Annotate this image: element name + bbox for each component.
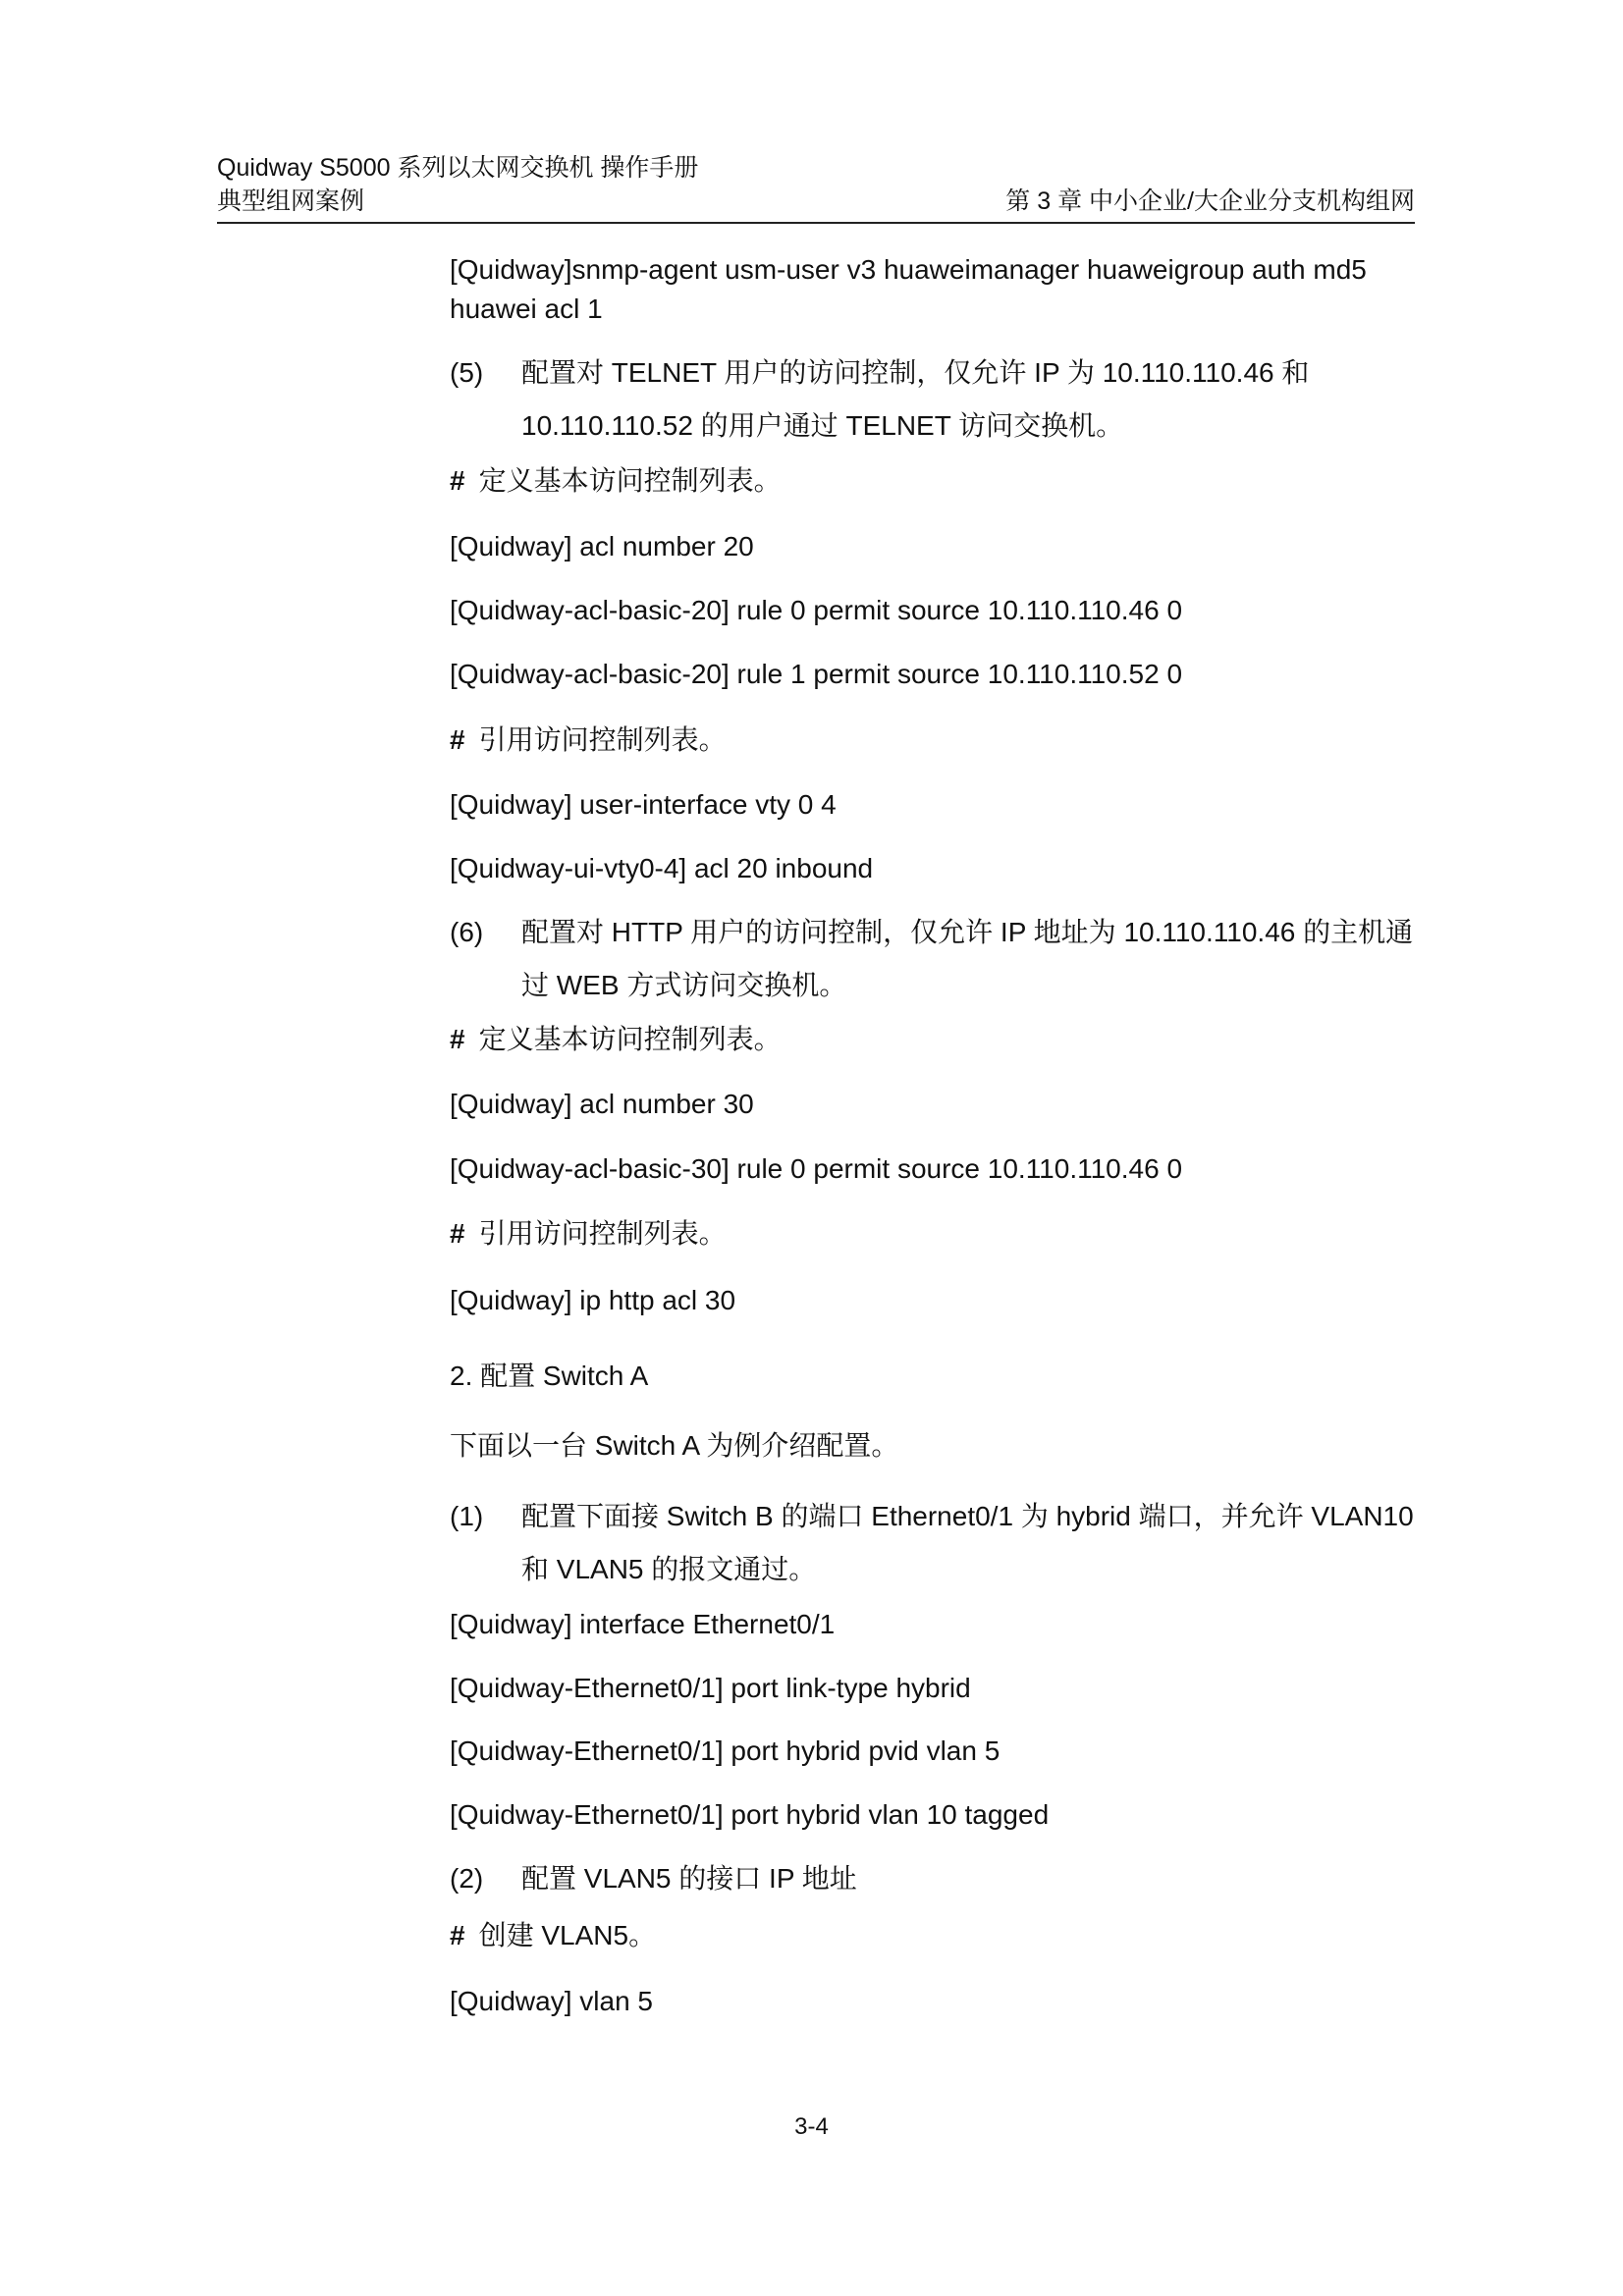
step-text: 配置 VLAN5 的接口 IP 地址 xyxy=(521,1863,857,1894)
comment-line xyxy=(450,721,1416,760)
comment-hash: # xyxy=(450,1218,465,1249)
step-6 xyxy=(450,913,1416,1012)
comment-line xyxy=(450,1020,1416,1059)
command-line: [Quidway-acl-basic-30] rule 0 permit source 10.110.110.46 0 xyxy=(450,1153,1183,1184)
step-number: (6) xyxy=(450,917,484,947)
command-line: [Quidway-ui-vty0-4] acl 20 inbound xyxy=(450,853,874,883)
comment-text: 创建 VLAN5。 xyxy=(478,1920,657,1950)
header-row xyxy=(217,185,1415,218)
comment-line xyxy=(450,1916,1416,1955)
command-line: [Quidway] user-interface vty 0 4 xyxy=(450,789,837,820)
command-line: [Quidway] acl number 20 xyxy=(450,531,754,561)
command-line: [Quidway] interface Ethernet0/1 xyxy=(450,1609,836,1639)
comment-text: 引用访问控制列表。 xyxy=(478,724,727,755)
comment-hash: # xyxy=(450,1024,465,1054)
step-text: 配置对 HTTP 用户的访问控制，仅允许 IP 地址为 10.110.110.46 的主机通过 WEB 方式访问交换机。 xyxy=(521,917,1414,1000)
command-line: [Quidway] vlan 5 xyxy=(450,1986,653,2016)
step-number: (2) xyxy=(450,1863,484,1894)
comment-text: 引用访问控制列表。 xyxy=(478,1218,727,1249)
step-2 xyxy=(450,1859,1416,1905)
step-text: 配置下面接 Switch B 的端口 Ethernet0/1 为 hybrid 端口，并允许 VLAN10 和 VLAN5 的报文通过。 xyxy=(521,1501,1414,1584)
comment-line xyxy=(450,461,1416,501)
step-5 xyxy=(450,353,1416,453)
comment-line xyxy=(450,1214,1416,1254)
command-line: [Quidway-acl-basic-20] rule 0 permit source 10.110.110.46 0 xyxy=(450,595,1183,625)
page-number: 3-4 xyxy=(794,2113,829,2140)
command-line: [Quidway]snmp-agent usm-user v3 huaweimanager huaweigroup auth md5 huawei acl 1 xyxy=(450,254,1367,324)
comment-text: 定义基本访问控制列表。 xyxy=(478,465,782,496)
command-line: [Quidway] acl number 30 xyxy=(450,1089,754,1119)
header-doc-title: Quidway S5000 系列以太网交换机 操作手册 xyxy=(217,154,699,182)
comment-hash: # xyxy=(450,724,465,755)
step-number: (5) xyxy=(450,357,484,388)
header-chapter: 第 3 章 中小企业/大企业分支机构组网 xyxy=(1005,187,1415,215)
page-header xyxy=(217,151,1415,218)
step-text: 配置对 TELNET 用户的访问控制，仅允许 IP 为 10.110.110.46 和 10.110.110.52 的用户通过 TELNET 访问交换机。 xyxy=(521,357,1310,441)
command-line: [Quidway-Ethernet0/1] port hybrid pvid vlan 5 xyxy=(450,1735,1001,1766)
comment-hash: # xyxy=(450,1920,465,1950)
header-section: 典型组网案例 xyxy=(217,187,365,215)
command-line: [Quidway-Ethernet0/1] port hybrid vlan 10 tagged xyxy=(450,1799,1050,1830)
comment-text: 定义基本访问控制列表。 xyxy=(478,1024,782,1054)
step-number: (1) xyxy=(450,1501,484,1531)
command-line: [Quidway-acl-basic-20] rule 1 permit source 10.110.110.52 0 xyxy=(450,659,1183,689)
section-heading: 2. 配置 Switch A xyxy=(450,1361,649,1391)
header-divider xyxy=(217,222,1415,224)
comment-hash: # xyxy=(450,465,465,496)
intro-paragraph: 下面以一台 Switch A 为例介绍配置。 xyxy=(450,1430,899,1461)
command-line: [Quidway] ip http acl 30 xyxy=(450,1285,736,1315)
step-1 xyxy=(450,1497,1416,1596)
command-line: [Quidway-Ethernet0/1] port link-type hybrid xyxy=(450,1673,971,1703)
